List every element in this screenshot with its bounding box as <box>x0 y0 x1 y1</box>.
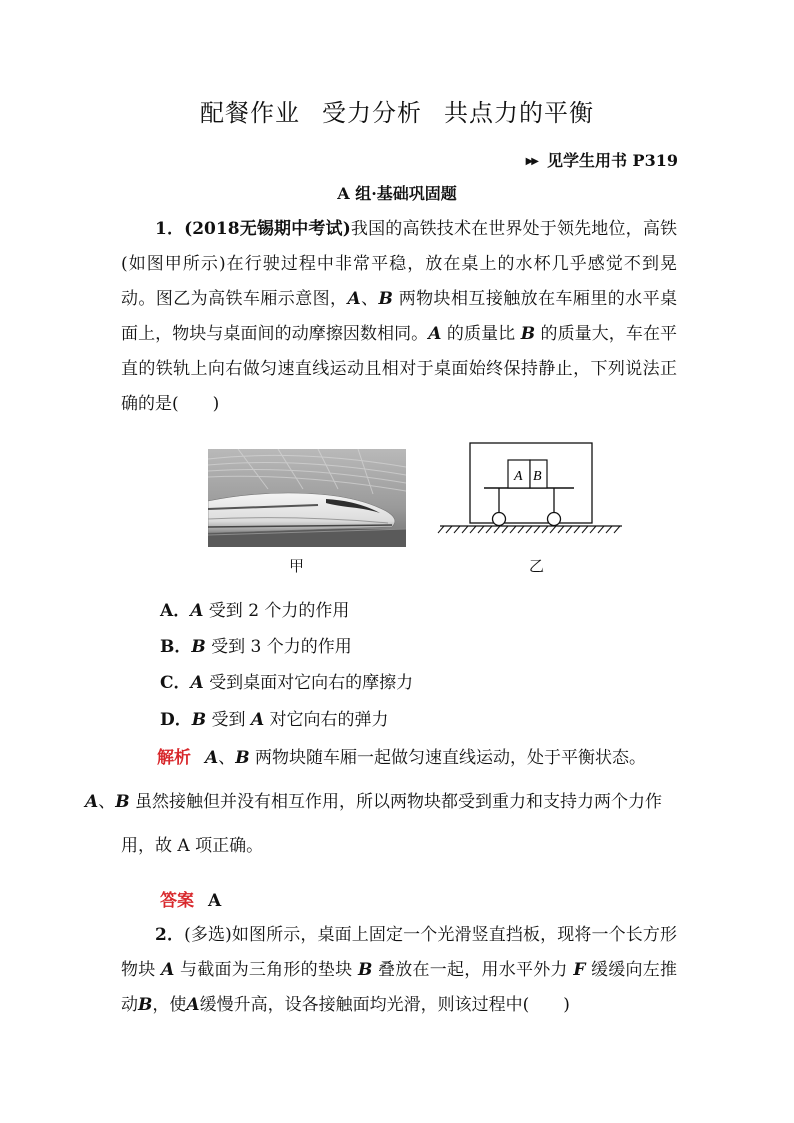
analysis-tag: 解析 <box>157 748 191 768</box>
option-label: D． <box>160 710 192 730</box>
label-a: A <box>161 960 175 980</box>
page-title <box>0 93 794 128</box>
option-text: 受到 2 个力的作用 <box>203 601 350 621</box>
question-text: 我国的高铁技术在世界处于领先地位，高铁(如图甲所示)在行驶过程中非常平稳，放在桌上的水杯几乎感觉不到晃动。图乙为高铁车厢示意图， <box>121 219 677 309</box>
label-b: B <box>358 960 373 980</box>
label-f: F <box>573 960 586 980</box>
option-subject: B <box>191 710 207 730</box>
question-text: 的质量大，车在平直的铁轨上向右做匀速直线运动且相对于桌面始终保持静止，下列说法正确的是( ) <box>121 324 678 414</box>
analysis-block <box>85 736 681 868</box>
train-illustration <box>208 449 406 547</box>
label-a: A <box>428 324 442 344</box>
question-prefix: (多选) <box>184 925 232 945</box>
question-text: 如图所示，桌面上固定一个光滑竖直挡板，现将一个长方形物块 <box>121 925 678 980</box>
option-label: B． <box>160 637 192 657</box>
label-a: A <box>186 995 200 1015</box>
option-subject: A <box>190 673 204 693</box>
answer-block <box>160 886 221 911</box>
option-a <box>160 596 349 621</box>
question-text: 缓缓向左推动 <box>121 960 677 1015</box>
question-text: 叠放在一起，用水平外力 <box>372 960 574 980</box>
option-text: 对它向右的弹力 <box>264 710 389 730</box>
separator: 、 <box>360 289 379 309</box>
train-photo <box>208 449 406 547</box>
option-text: 受到桌面对它向右的摩擦力 <box>203 673 414 693</box>
label-b: B <box>115 792 130 812</box>
question-text: 缓慢升高，设各接触面均光滑，则该过程中( ) <box>199 995 570 1015</box>
title-part1: 配餐作业 <box>200 99 300 127</box>
question-text: 与截面为三角形的垫块 <box>174 960 359 980</box>
carriage-diagram <box>436 440 626 540</box>
title-part2: 受力分析 <box>322 99 422 127</box>
ground-hatching <box>438 526 620 533</box>
title-part3: 共点力的平衡 <box>444 99 594 127</box>
option-label: A． <box>160 601 191 621</box>
question-2 <box>121 918 677 1023</box>
caption-yi: 乙 <box>529 557 545 575</box>
label-b: B <box>138 995 153 1015</box>
question-text: 两物块相互接触放在车厢里的水平桌面上，物块与桌面间的动摩擦因数相同。 <box>121 289 678 344</box>
option-b <box>160 632 352 657</box>
separator: 、 <box>98 792 116 812</box>
label-a: A <box>347 289 361 309</box>
question-1 <box>121 212 677 422</box>
question-number: 2． <box>155 925 185 945</box>
group-heading: A 组·基础巩固题 <box>337 184 457 203</box>
answer-value: A <box>208 891 222 911</box>
label-b: B <box>378 289 393 309</box>
double-arrow-icon: ▶▶ <box>525 156 537 167</box>
option-subject: B <box>191 637 206 657</box>
analysis-text: 虽然接触但并没有相互作用，所以两物块都受到重力和支持力两个力作用，故 A 项正确。 <box>121 792 662 856</box>
label-b: B <box>235 748 250 768</box>
question-number: 1． <box>155 219 185 239</box>
question-source: (2018无锡期中考试) <box>184 219 351 239</box>
block-b-label: B <box>533 469 542 484</box>
book-reference <box>526 148 678 171</box>
question-text: 的质量比 <box>441 324 521 344</box>
wheel-left <box>493 513 506 526</box>
option-c <box>160 668 413 693</box>
block-a-label: A <box>514 469 523 484</box>
question-text: ，使 <box>152 995 187 1015</box>
option-label: C． <box>160 673 191 693</box>
separator: 、 <box>218 748 236 768</box>
option-text: 受到 3 个力的作用 <box>205 637 352 657</box>
analysis-text: 两物块随车厢一起做匀速直线运动，处于平衡状态。 <box>249 748 646 768</box>
wheel-right <box>548 513 561 526</box>
option-d <box>160 705 389 730</box>
option-subject: A <box>190 601 204 621</box>
caption-jia: 甲 <box>289 557 305 575</box>
option-subject: A <box>250 710 265 730</box>
label-a: A <box>205 748 219 768</box>
label-a: A <box>85 792 99 812</box>
label-b: B <box>520 324 536 344</box>
reference-text: 见学生用书 P319 <box>546 151 678 170</box>
answer-tag: 答案 <box>160 891 194 911</box>
option-text: 受到 <box>206 710 251 730</box>
